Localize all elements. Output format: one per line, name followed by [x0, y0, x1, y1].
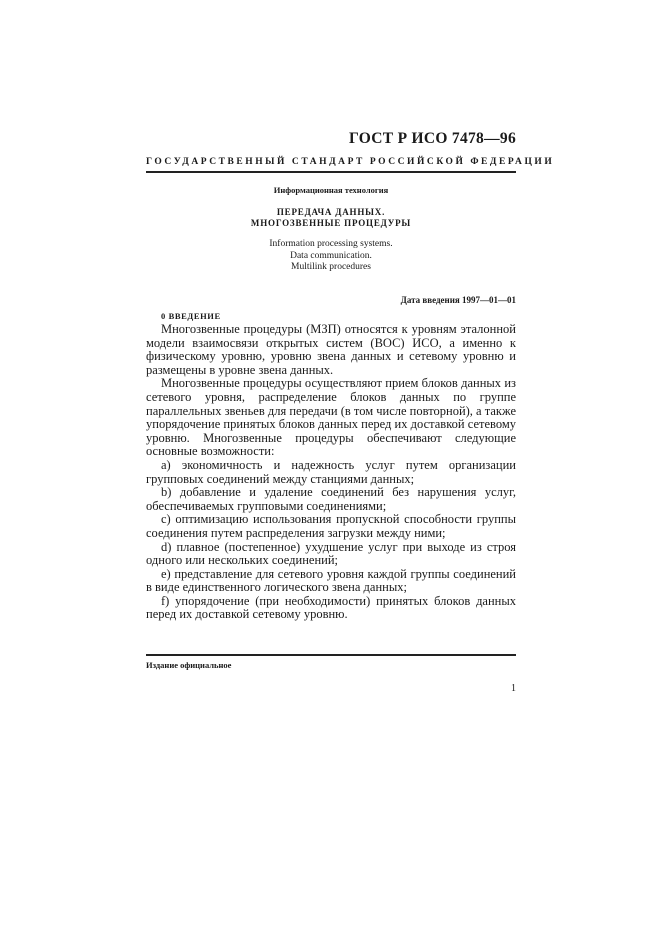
- title-ru-line-2: МНОГОЗВЕННЫЕ ПРОЦЕДУРЫ: [250, 218, 412, 228]
- list-item: f) упорядочение (при необходимости) принятых блоков данных перед их доставкой сетевому уровню.: [146, 593, 516, 622]
- field-of-technology: Информационная технология: [273, 185, 389, 195]
- section-body: [146, 323, 516, 622]
- paragraph: Многозвенные процедуры (МЗП) относятся к уровням эталонной модели взаимосвязи открытых систем (ВОС) ИСО, а именно к физическому уровню, уровню звена данных и сетевому уровню и размещены в уровне звена данных.: [146, 322, 516, 377]
- document-number: ГОСТ Р ИСО 7478—96: [348, 130, 516, 147]
- introduction-date: Дата введения 1997—01—01: [400, 295, 516, 305]
- edition-note: Издание официальное: [146, 660, 232, 670]
- list-item: е) представление для сетевого уровня каждой группы соединений в виде единственного логического звена данных;: [146, 566, 516, 595]
- list-item: b) добавление и удаление соединений без нарушения услуг, обеспечиваемых групповыми соединениями;: [146, 485, 516, 513]
- header-divider: [146, 171, 516, 173]
- list-item: а) экономичность и надежность услуг путем организации групповых соединений между станциями данных;: [146, 457, 516, 486]
- list-item: с) оптимизацию использования пропускной способности группы соединения путем распределения загрузки между ними;: [146, 512, 516, 540]
- standard-title: ГОСУДАРСТВЕННЫЙ СТАНДАРТ РОССИЙСКОЙ ФЕДЕРАЦИИ: [146, 157, 555, 167]
- title-en-line-3: Multilink procedures: [291, 262, 371, 272]
- page-number: 1: [511, 683, 516, 694]
- list-item: d) плавное (постепенное) ухудшение услуг при выходе из строя одного или нескольких соединений;: [146, 539, 516, 568]
- footer-divider: [146, 654, 516, 656]
- document-title-en: [146, 239, 516, 274]
- title-en-line-1: Information processing systems.: [269, 239, 393, 249]
- title-ru-line-1: ПЕРЕДАЧА ДАННЫХ.: [276, 207, 386, 217]
- title-en-line-2: Data communication.: [290, 250, 372, 261]
- paragraph: Многозвенные процедуры осуществляют прием блоков данных из сетевого уровня, распределение блоков данных по группе параллельных звеньев для передачи (в том числе повторной), а также упорядочение принятых блоков данных перед их доставкой сетевому уровню. Многозвенные процедуры обеспечивают следующие основные возможности:: [146, 376, 516, 459]
- document-title-ru: [146, 207, 516, 229]
- section-heading: 0 ВВЕДЕНИЕ: [161, 311, 221, 321]
